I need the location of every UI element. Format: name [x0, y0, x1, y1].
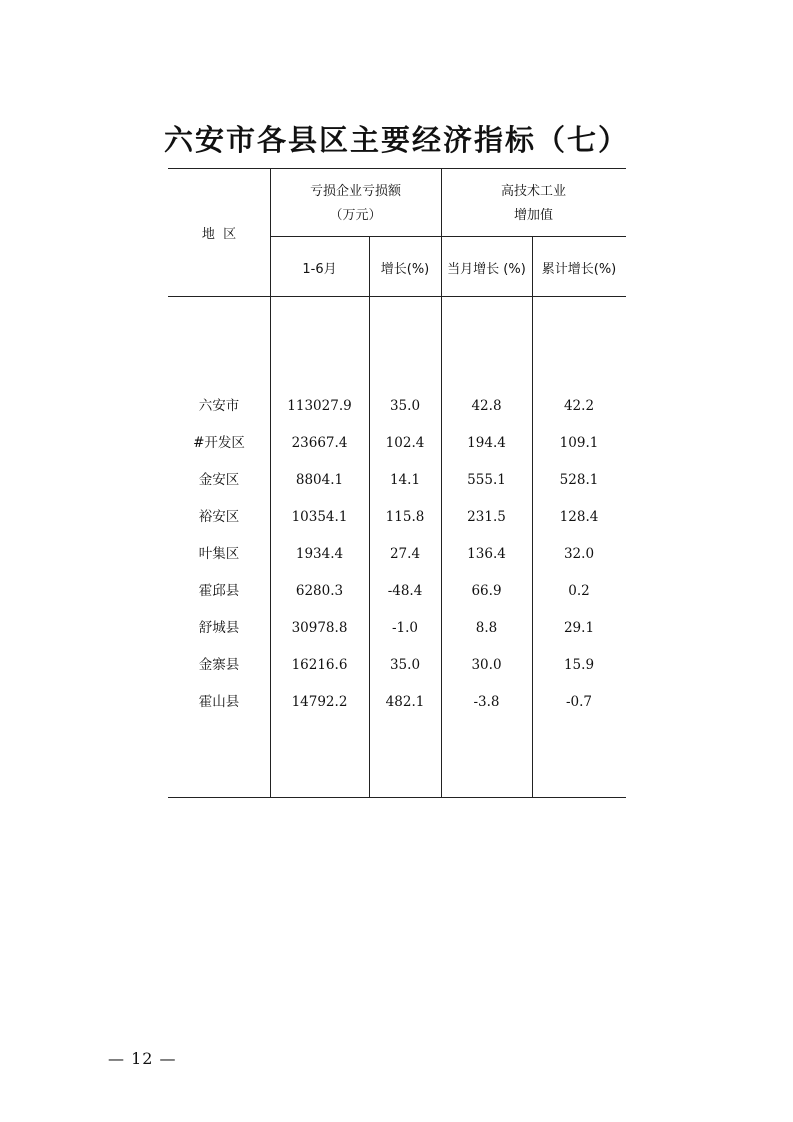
row-region: 六安市	[198, 398, 240, 414]
row-loss-growth: -1.0	[391, 620, 419, 636]
row-cumulative-growth: 15.9	[563, 657, 595, 673]
row-loss-jan-jun: 113027.9	[287, 398, 352, 414]
row-region: #开发区	[193, 435, 245, 451]
row-region: 霍邱县	[198, 583, 240, 599]
table-top-rule	[168, 168, 626, 169]
row-region: 金寨县	[198, 657, 240, 673]
header-col-month-growth: 当月增长 (%)	[447, 262, 526, 277]
economic-indicators-table	[168, 168, 626, 798]
row-loss-jan-jun: 10354.1	[291, 509, 348, 525]
row-region: 霍山县	[198, 694, 240, 710]
header-col-growth: 增长(%)	[380, 262, 430, 277]
row-cumulative-growth: 32.0	[563, 546, 595, 562]
row-region: 舒城县	[198, 620, 240, 636]
row-loss-growth: 102.4	[385, 435, 425, 451]
row-month-growth: 194.4	[467, 435, 506, 451]
row-loss-growth: 35.0	[389, 398, 421, 414]
row-month-growth: 136.4	[467, 546, 506, 562]
header-group-hightech-line2: 增加值	[513, 208, 553, 223]
header-col-cumulative-growth: 累计增长(%)	[541, 262, 617, 277]
row-loss-jan-jun: 8804.1	[295, 472, 344, 488]
row-cumulative-growth: 128.4	[559, 509, 599, 525]
header-group-loss-line2: （万元）	[329, 208, 382, 223]
header-region: 地 区	[201, 227, 237, 242]
row-month-growth: 231.5	[467, 509, 506, 525]
row-region: 裕安区	[198, 509, 240, 525]
row-month-growth: 30.0	[471, 657, 502, 673]
row-month-growth: 555.1	[467, 472, 506, 488]
row-loss-jan-jun: 23667.4	[291, 435, 348, 451]
table-bottom-rule	[168, 797, 626, 798]
row-month-growth: 66.9	[471, 583, 502, 599]
row-loss-growth: 27.4	[389, 546, 421, 562]
row-loss-growth: 115.8	[385, 509, 425, 525]
row-cumulative-growth: 29.1	[563, 620, 595, 636]
header-group-hightech	[441, 182, 626, 226]
row-loss-jan-jun: 16216.6	[291, 657, 348, 673]
header-group-rule	[270, 236, 626, 237]
row-month-growth: -3.8	[473, 694, 500, 710]
row-loss-jan-jun: 30978.8	[291, 620, 348, 636]
row-loss-growth: 14.1	[389, 472, 421, 488]
row-cumulative-growth: 0.2	[568, 583, 590, 599]
row-loss-jan-jun: 6280.3	[295, 583, 344, 599]
row-month-growth: 8.8	[475, 620, 498, 636]
row-month-growth: 42.8	[471, 398, 502, 414]
row-region: 金安区	[198, 472, 240, 488]
row-cumulative-growth: 42.2	[563, 398, 595, 414]
header-col-jan-jun: 1-6月	[302, 262, 337, 277]
row-cumulative-growth: 528.1	[559, 472, 599, 488]
row-cumulative-growth: -0.7	[565, 694, 593, 710]
row-loss-jan-jun: 1934.4	[295, 546, 344, 562]
row-loss-growth: 482.1	[385, 694, 425, 710]
row-cumulative-growth: 109.1	[559, 435, 599, 451]
row-region: 叶集区	[198, 546, 240, 562]
header-bottom-rule	[168, 296, 626, 297]
page-title: 六安市各县区主要经济指标（七）	[163, 123, 629, 157]
header-group-loss	[270, 182, 441, 226]
row-loss-jan-jun: 14792.2	[291, 694, 348, 710]
row-loss-growth: 35.0	[389, 657, 421, 673]
row-loss-growth: -48.4	[387, 583, 423, 599]
header-group-loss-line1: 亏损企业亏损额	[309, 184, 401, 199]
page-number: — 12 —	[108, 1049, 177, 1068]
header-group-hightech-line1: 高技术工业	[500, 184, 566, 199]
